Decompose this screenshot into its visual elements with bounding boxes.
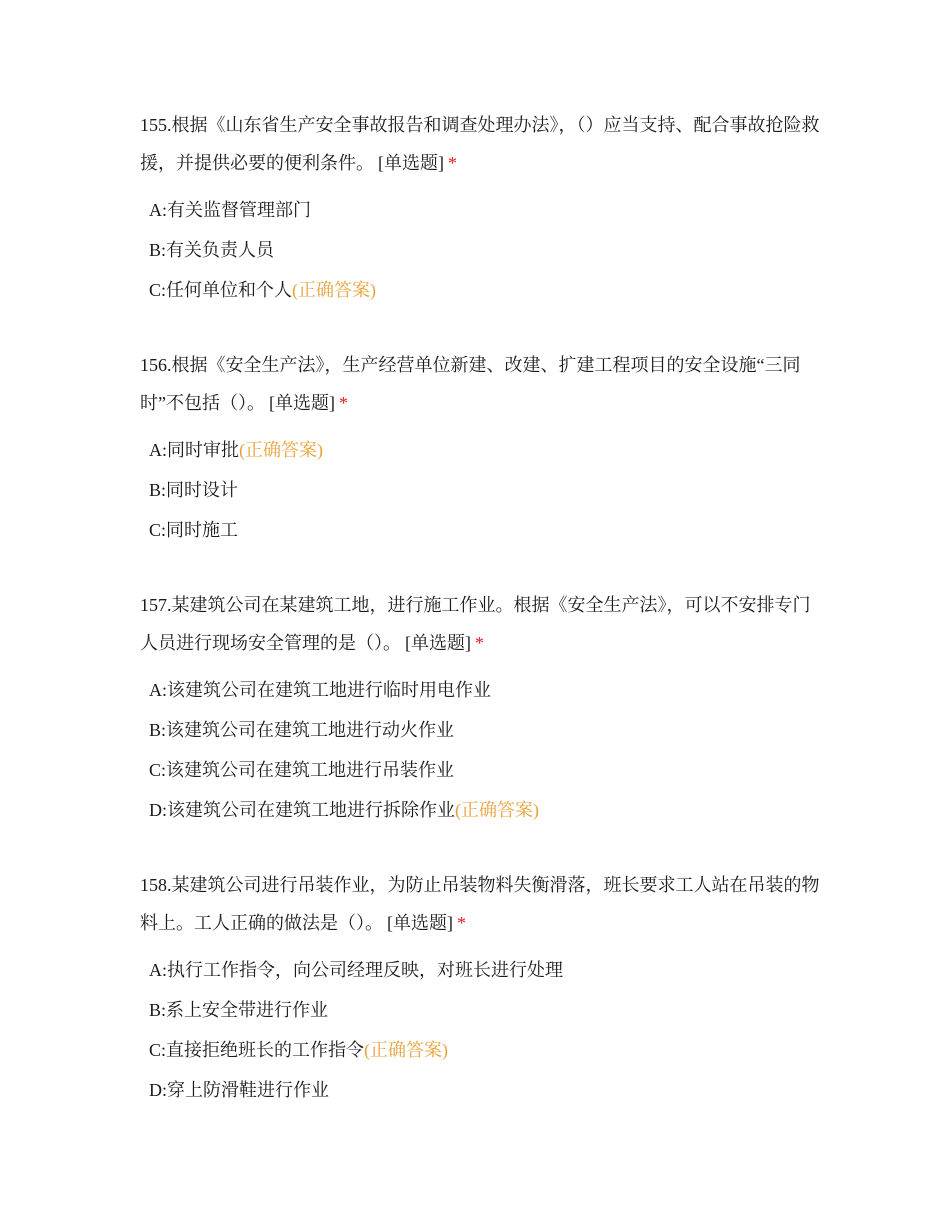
question-text: 157.某建筑公司在某建筑工地，进行施工作业。根据《安全生产法》，可以不安排专门人员进行现场安全管理的是（）。 [140, 595, 811, 653]
option-a [140, 430, 820, 470]
question-text: 155.根据《山东省生产安全事故报告和调查处理办法》，（）应当支持、配合事故抢险救援，并提供必要的便利条件。 [140, 115, 820, 173]
option-b [140, 230, 820, 270]
correct-answer-mark: (正确答案) [239, 440, 323, 460]
options-list [140, 670, 820, 830]
option-text: C:该建筑公司在建筑工地进行吊装作业 [149, 760, 455, 780]
question-155 [140, 106, 820, 310]
option-text: B:有关负责人员 [149, 240, 275, 260]
correct-answer-mark: (正确答案) [292, 280, 377, 300]
options-list [140, 950, 820, 1110]
option-c [140, 750, 820, 790]
question-156 [140, 346, 820, 550]
option-b [140, 710, 820, 750]
correct-answer-mark: (正确答案) [364, 1040, 449, 1060]
correct-answer-mark: (正确答案) [455, 800, 539, 820]
options-list [140, 190, 820, 310]
question-stem [140, 106, 820, 182]
option-a [140, 670, 820, 710]
option-c [140, 1030, 820, 1070]
option-text: D:该建筑公司在建筑工地进行拆除作业 [149, 800, 455, 820]
option-text: A:执行工作指令，向公司经理反映，对班长进行处理 [149, 960, 563, 980]
option-text: B:系上安全带进行作业 [149, 1000, 329, 1020]
option-text: B:同时设计 [149, 480, 239, 500]
option-text: C:同时施工 [149, 520, 239, 540]
option-d [140, 790, 820, 830]
question-text: 158.某建筑公司进行吊装作业，为防止吊装物料失衡滑落，班长要求工人站在吊装的物料上。工人正确的做法是（）。 [140, 875, 820, 933]
option-text: C:任何单位和个人 [149, 280, 293, 300]
option-b [140, 470, 820, 510]
option-text: A:有关监督管理部门 [149, 200, 311, 220]
question-type-label: [单选题] [387, 913, 453, 933]
option-text: B:该建筑公司在建筑工地进行动火作业 [149, 720, 455, 740]
option-text: C:直接拒绝班长的工作指令 [149, 1040, 365, 1060]
question-158 [140, 866, 820, 1110]
question-text: 156.根据《安全生产法》，生产经营单位新建、改建、扩建工程项目的安全设施“三同时”不包括（）。 [140, 355, 801, 413]
question-type-label: [单选题] [405, 633, 471, 653]
option-text: D:穿上防滑鞋进行作业 [149, 1080, 329, 1100]
required-marker: * [448, 153, 457, 173]
question-type-label: [单选题] [269, 393, 335, 413]
option-text: A:同时审批 [149, 440, 239, 460]
option-a [140, 190, 820, 230]
option-text: A:该建筑公司在建筑工地进行临时用电作业 [149, 680, 491, 700]
option-c [140, 510, 820, 550]
question-157 [140, 586, 820, 830]
option-b [140, 990, 820, 1030]
question-stem [140, 346, 820, 422]
option-d [140, 1070, 820, 1110]
required-marker: * [339, 393, 348, 413]
option-c [140, 270, 820, 310]
question-stem [140, 586, 820, 662]
required-marker: * [457, 913, 466, 933]
options-list [140, 430, 820, 550]
question-type-label: [单选题] [378, 153, 444, 173]
required-marker: * [475, 633, 484, 653]
question-stem [140, 866, 820, 942]
option-a [140, 950, 820, 990]
